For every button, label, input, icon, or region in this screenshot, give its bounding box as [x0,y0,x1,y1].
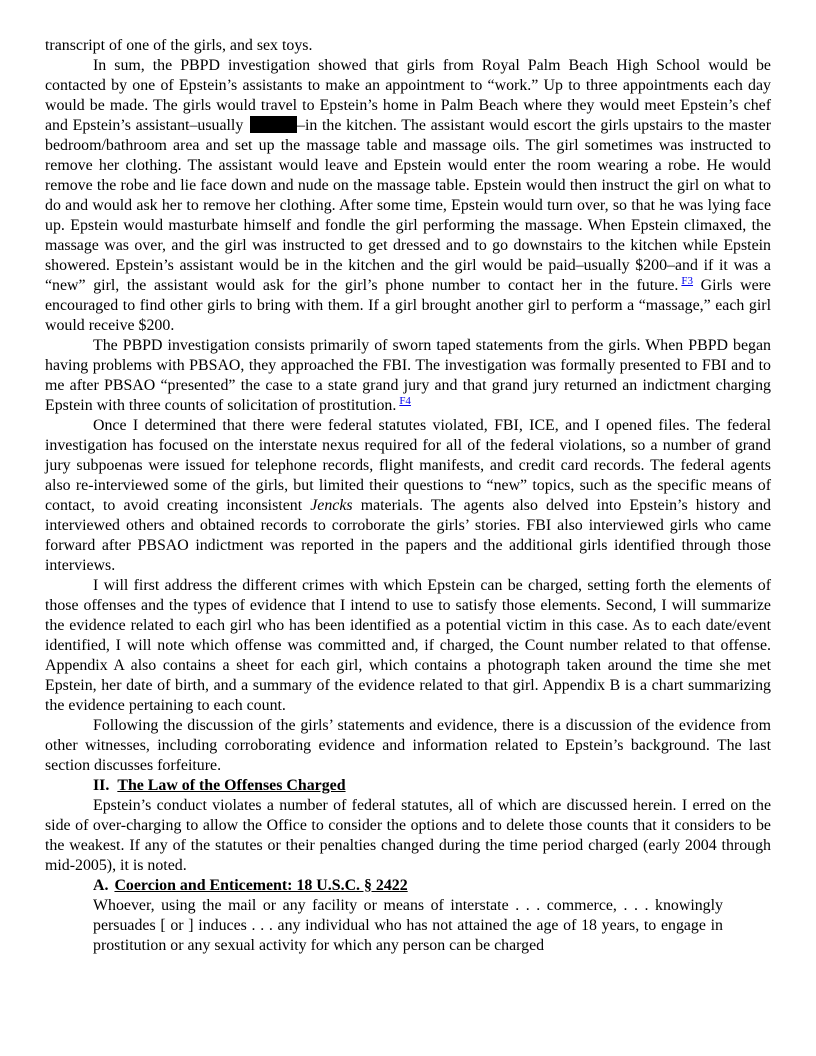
subsection-title: Coercion and Enticement: 18 U.S.C. § 2422 [114,877,408,894]
section-number: II. [93,777,110,794]
statute-block-quote: Whoever, using the mail or any facility or means of interstate . . . commerce, . . . knowingly persuades [ or ] induces . . . any individual who has not attained the age of 18 years, to engage in prostitution or any sexual activity for which any person can be charged [93,897,723,954]
footnote-link-f3[interactable]: F3 [681,275,694,287]
footnote-link-f4[interactable]: F4 [399,395,411,407]
paragraph-text: In sum, the PBPD investigation showed that girls from Royal Palm Beach High School would be contacted by one of Epstein’s assistants to make an appointment to “work.” Up to three appointments each day would be made. The girls would travel to Epstein’s home in Palm Beach where they would meet Epstein’s chef and Epstein’s assistant–usually [45,57,771,134]
section-heading-ii [93,776,771,796]
paragraph-investigation-summary [45,56,771,336]
paragraph-continuation: transcript of one of the girls, and sex toys. [45,37,313,54]
paragraph-text: –in the kitchen. The assistant would escort the girls upstairs to the master bedroom/bathroom area and set up the massage table and massage oils. The girl sometimes was instructed to remove her clothing. The assistant would leave and Epstein would enter the room wearing a robe. He would remove the robe and lie face down and nude on the massage table. Epstein would then instruct the girl on what to do and would ask her to remove her clothing. After some time, Epstein would turn over, so that he was lying face up. Epstein would masturbate himself and fondle the girl performing the massage. When Epstein climaxed, the massage was over, and the girl was instructed to get dressed and to go downstairs to the kitchen while Epstein showered. Epstein’s assistant would be in the kitchen and the girl would be paid–usually $200–and if it was a “new” girl, the assistant would ask for the girl’s phone number to contact her in the future. [45,117,771,294]
subsection-number: A. [93,877,109,894]
subsection-heading-a [93,876,771,896]
redaction-block [250,116,297,133]
paragraph-law-intro: Epstein’s conduct violates a number of federal statutes, all of which are discussed herein. I erred on the side of over-charging to allow the Office to consider the options and to delete those counts that it considers to be the weakest. If any of the statutes or their penalties changed during the time period charged (early 2004 through mid-2005), it is noted. [45,797,771,874]
case-name-italic: Jencks [310,497,353,514]
paragraph-federal-investigation [45,416,771,576]
paragraph-text: Girls were encouraged to find other girls to bring with them. If a girl brought another girl to perform a “massage,” each girl would receive $200. [45,277,771,334]
paragraph-text: materials. The agents also delved into Epstein’s history and interviewed others and obtained records to corroborate the girls’ stories. FBI also interviewed girls who came forward after PBSAO indictment was reported in the papers and the additional girls identified through those interviews. [45,497,771,574]
paragraph-outline: I will first address the different crimes with which Epstein can be charged, setting forth the elements of those offenses and the types of evidence that I intend to use to satisfy those elements. Second, I will summarize the evidence related to each girl who has been identified as a potential victim in this case. As to each date/event identified, I will note which offense was committed and, if charged, the Count number related to that offense. Appendix A also contains a sheet for each girl, which contains a photograph taken around the time she met Epstein, her date of birth, and a summary of the evidence related to that girl. Appendix B is a chart summarizing the evidence pertaining to each count. [45,577,771,714]
paragraph-text: Once I determined that there were federal statutes violated, FBI, ICE, and I opened files. The federal investigation has focused on the interstate nexus required for all of the federal violations, so a number of grand jury subpoenas were issued for telephone records, flight manifests, and credit card records. The federal agents also re-interviewed some of the girls, but limited their questions to “new” topics, such as the specific means of contact, to avoid creating inconsistent [45,417,771,514]
section-title: The Law of the Offenses Charged [117,777,346,794]
paragraph-pbpd-statements [45,336,771,416]
document-body [45,36,771,956]
paragraph-following-discussion: Following the discussion of the girls’ statements and evidence, there is a discussion of the evidence from other witnesses, including corroborating evidence and information related to Epstein’s background. The last section discusses forfeiture. [45,717,771,774]
paragraph-text: The PBPD investigation consists primarily of sworn taped statements from the girls. When PBPD began having problems with PBSAO, they approached the FBI. The investigation was formally presented to FBI and to me after PBSAO “presented” the case to a state grand jury and that grand jury returned an indictment charging Epstein with three counts of solicitation of prostitution. [45,337,771,414]
